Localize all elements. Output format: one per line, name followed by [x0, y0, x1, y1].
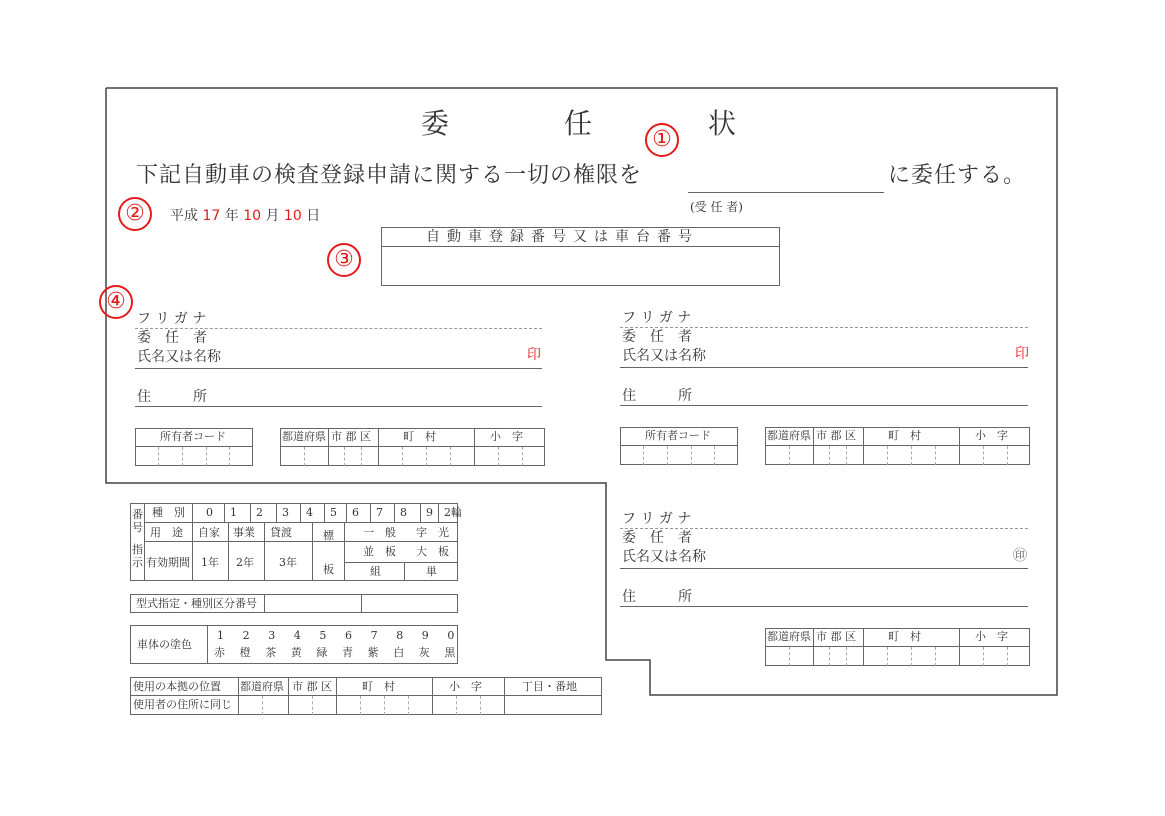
- address-label-left: 住 所: [137, 389, 207, 405]
- statement-suffix: に委任する。: [888, 163, 1027, 188]
- color-name: 白: [393, 646, 405, 659]
- side-label-instruction: 指示: [132, 543, 143, 569]
- name-label-right-2: 氏名又は名称: [622, 549, 706, 565]
- type-digit: 6: [352, 506, 359, 519]
- color-name: 赤: [214, 646, 225, 659]
- address-label-right: 住 所: [622, 388, 692, 404]
- color-name: 青: [342, 646, 353, 659]
- color-number: 9: [421, 629, 429, 642]
- color-name: 紫: [367, 646, 379, 659]
- type-digit: 8: [400, 506, 407, 519]
- type-digit: 2輪: [444, 506, 462, 519]
- color-name: 橙: [239, 646, 251, 659]
- address-label-right-2: 住 所: [622, 589, 692, 605]
- seal-circled-right-2: ㊞: [1013, 548, 1027, 564]
- color-number: 6: [345, 629, 352, 642]
- type-digit: 0: [206, 506, 213, 519]
- title-char-2: 任: [564, 107, 593, 140]
- furigana-label-left: フ リ ガ ナ: [137, 311, 207, 327]
- statement-prefix: 下記自動車の検査登録申請に関する一切の権限を: [136, 163, 643, 188]
- type-digit: 5: [330, 506, 337, 519]
- furigana-label-right: フ リ ガ ナ: [622, 310, 692, 326]
- color-name: 緑: [316, 646, 328, 659]
- color-number: 0: [447, 629, 455, 642]
- type-digit: 1: [230, 506, 237, 519]
- marker-1: ①: [645, 123, 679, 157]
- marker-2: ②: [118, 197, 152, 231]
- furigana-label-right-2: フ リ ガ ナ: [622, 511, 692, 527]
- marker-3: ③: [327, 243, 361, 277]
- type-digit: 2: [256, 506, 263, 519]
- registration-header: 自動車登録番号又は車台番号: [426, 229, 699, 245]
- type-digit: 9: [426, 506, 433, 519]
- date-line: 平成 17 年 10 月 10 日: [170, 208, 321, 224]
- side-label-number: 番号: [132, 508, 143, 534]
- color-number: 7: [370, 629, 378, 642]
- color-number: 2: [242, 629, 250, 642]
- role-label-right-2: 委 任 者: [622, 530, 692, 546]
- name-label-right: 氏名又は名称: [622, 348, 706, 364]
- color-name: 茶: [265, 646, 277, 659]
- seal-left: 印: [527, 347, 541, 363]
- color-number: 1: [217, 629, 224, 642]
- title-char-3: 状: [708, 107, 737, 140]
- color-number: 4: [293, 629, 301, 642]
- role-label-left: 委 任 者: [137, 330, 207, 346]
- type-digit: 3: [282, 506, 289, 519]
- marker-4: ④: [99, 285, 133, 319]
- type-digit: 7: [376, 506, 383, 519]
- seal-right: 印: [1015, 346, 1029, 362]
- recipient-note: (受 任 者): [690, 200, 743, 214]
- color-name: 黒: [444, 646, 456, 659]
- role-label-right: 委 任 者: [622, 329, 692, 345]
- color-number: 3: [268, 629, 276, 642]
- name-label-left: 氏名又は名称: [137, 349, 221, 365]
- color-name: 灰: [418, 646, 430, 659]
- color-number: 8: [396, 629, 404, 642]
- color-number: 5: [319, 629, 327, 642]
- type-digit: 4: [306, 506, 313, 519]
- recipient-line: [688, 192, 884, 193]
- color-name: 黄: [290, 646, 302, 659]
- title-char-1: 委: [421, 107, 450, 140]
